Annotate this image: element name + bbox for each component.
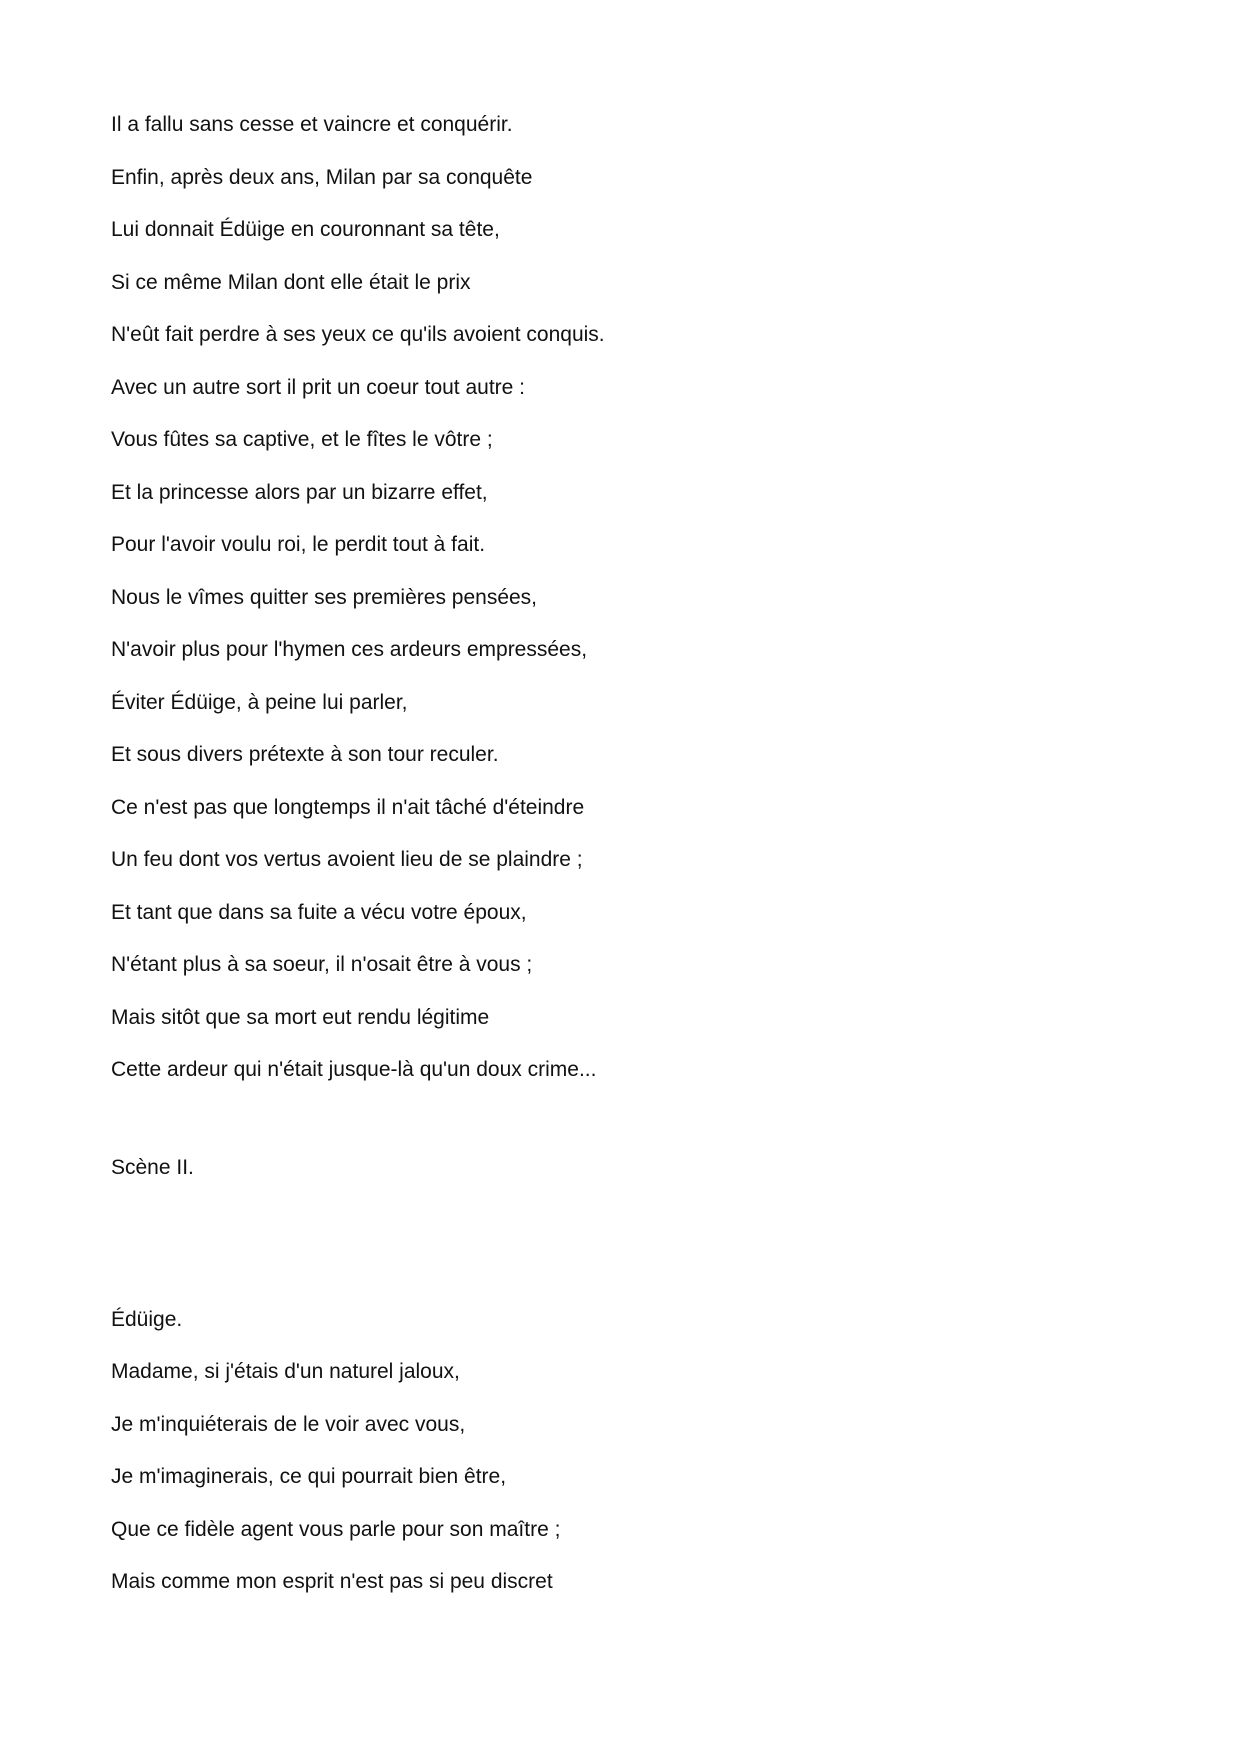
verse-line: Madame, si j'étais d'un naturel jaloux, — [111, 1360, 460, 1383]
scene-title: Scène II. — [111, 1156, 194, 1179]
verse-line: Lui donnait Édüige en couronnant sa tête, — [111, 218, 500, 241]
verse-line: N'eût fait perdre à ses yeux ce qu'ils avoient conquis. — [111, 323, 605, 346]
verse-line: Un feu dont vos vertus avoient lieu de se plaindre ; — [111, 848, 583, 871]
verse-block-1 — [111, 99, 605, 1097]
verse-line: Et la princesse alors par un bizarre effet, — [111, 480, 488, 504]
verse-line: N'étant plus à sa soeur, il n'osait être à vous ; — [111, 953, 533, 976]
verse-line: Et sous divers prétexte à son tour reculer. — [111, 743, 499, 766]
verse-line: Pour l'avoir voulu roi, le perdit tout à fait. — [111, 533, 486, 556]
verse-line: Nous le vîmes quitter ses premières pensées, — [111, 585, 538, 609]
verse-line: Mais sitôt que sa mort eut rendu légitime — [111, 1005, 490, 1029]
verse-line: Éviter Édüige, à peine lui parler, — [111, 690, 408, 714]
verse-line: Il a fallu sans cesse et vaincre et conquérir. — [111, 113, 513, 136]
verse-line: Mais comme mon esprit n'est pas si peu discret — [111, 1570, 553, 1593]
speaker-name: Édüige. — [111, 1308, 183, 1331]
verse-line: Ce n'est pas que longtemps il n'ait tâché d'éteindre — [111, 795, 585, 819]
verse-line: N'avoir plus pour l'hymen ces ardeurs empressées, — [111, 638, 588, 661]
verse-block-2 — [111, 1346, 560, 1609]
verse-line: Vous fûtes sa captive, et le fîtes le vôtre ; — [111, 428, 493, 451]
verse-line: Je m'inquiéterais de le voir avec vous, — [111, 1412, 466, 1436]
verse-line: Je m'imaginerais, ce qui pourrait bien être, — [111, 1465, 507, 1488]
verse-line: Enfin, après deux ans, Milan par sa conquête — [111, 165, 533, 189]
verse-line: Et tant que dans sa fuite a vécu votre époux, — [111, 900, 527, 924]
verse-line: Avec un autre sort il prit un coeur tout autre : — [111, 375, 526, 399]
verse-line: Que ce fidèle agent vous parle pour son maître ; — [111, 1517, 561, 1541]
verse-line: Si ce même Milan dont elle était le prix — [111, 270, 471, 294]
verse-line: Cette ardeur qui n'était jusque-là qu'un doux crime... — [111, 1058, 597, 1081]
